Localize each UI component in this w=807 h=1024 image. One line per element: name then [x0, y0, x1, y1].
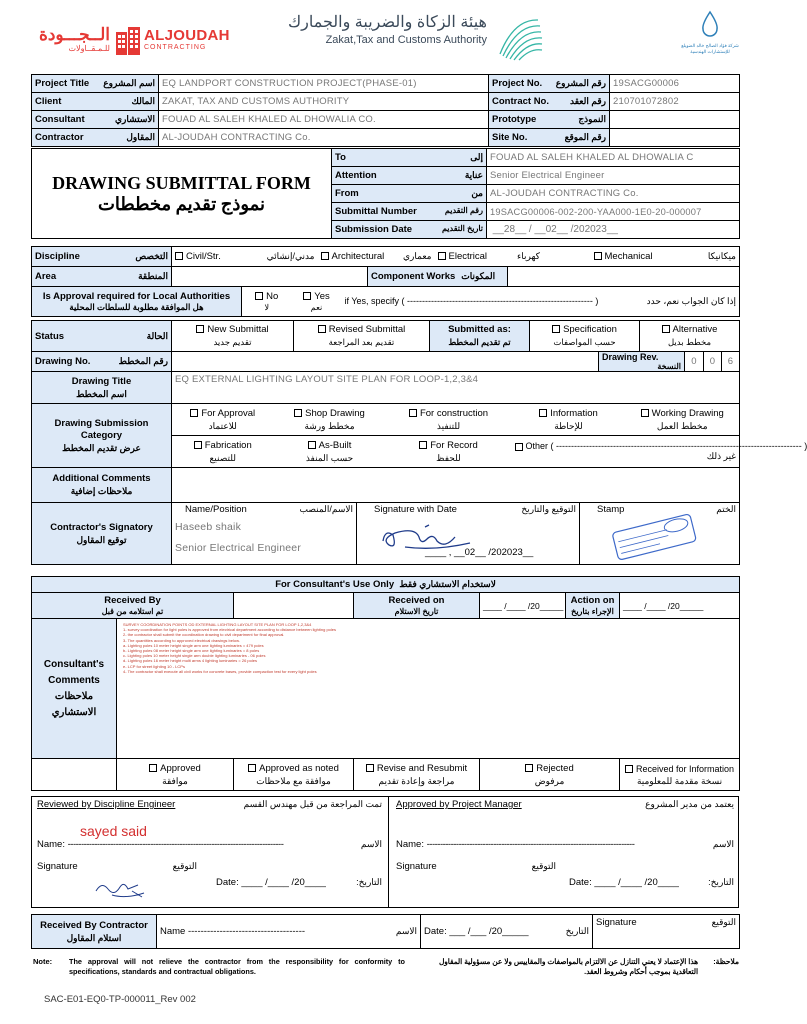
- discipline-label: Discipline التخصص: [32, 247, 172, 267]
- cat-information[interactable]: Information للإحاطة: [512, 404, 626, 436]
- received-on-label: Received on تاريخ الاستلام: [354, 593, 480, 619]
- from-label: From من: [332, 185, 487, 203]
- note-label: Note:: [33, 957, 53, 966]
- form-title-en: DRAWING SUBMITTAL FORM: [52, 172, 311, 193]
- contract-no-value: 210701072802: [610, 93, 740, 111]
- decision-rejected[interactable]: Rejected مرفوض: [480, 759, 620, 791]
- decision-received-info[interactable]: Received for Information نسخة مقدمة للمعلومية: [620, 759, 740, 791]
- authority-en: Zakat,Tax and Customs Authority: [325, 34, 487, 46]
- header: [0, 0, 768, 70]
- drawing-rev-digit: 6: [722, 352, 740, 372]
- cat-asbuilt[interactable]: As-Built حسب المنفذ: [274, 436, 386, 468]
- consultant-comments-value: [117, 619, 740, 759]
- received-contractor-date[interactable]: Date: ___ /___ /20_____ التاريخ: [421, 915, 593, 949]
- received-contractor-signature[interactable]: Signature التوقيع: [593, 915, 740, 949]
- comments-table: [31, 467, 740, 565]
- civil-checkbox[interactable]: [175, 252, 183, 260]
- aljoudah-wordmark: ALJOUDAH: [144, 27, 230, 44]
- alternative-checkbox[interactable]: [662, 325, 670, 333]
- building-icon: [115, 26, 141, 56]
- footer-code: SAC-E01-EQ0-TP-000011_Rev 002: [44, 994, 196, 1005]
- signatory-date: ____ , __02__ /202023__: [425, 547, 534, 558]
- reviewer-name-line: Name: --------------------------------------------------------------------------------- الاسم: [37, 839, 382, 850]
- no-checkbox[interactable]: [255, 292, 263, 300]
- new-submittal-checkbox[interactable]: [196, 325, 204, 333]
- cat-other[interactable]: Other ( ---------------------------------------------------------------------------------- ) غير ذلك: [512, 436, 740, 468]
- cat-working[interactable]: Working Drawing مخطط العمل: [626, 404, 740, 436]
- status-label: Status الحالة: [32, 321, 172, 352]
- received-contractor-table: [31, 914, 740, 949]
- form-title-cell: [32, 149, 332, 239]
- decision-spacer: [32, 759, 117, 791]
- approved-checkbox[interactable]: [149, 764, 157, 772]
- shop-drawing-checkbox[interactable]: [294, 409, 302, 417]
- logo-ar-text: الــجـــودة: [38, 25, 110, 44]
- drawing-rev-label: Drawing Rev. النسخة: [599, 352, 685, 372]
- to-value: FOUAD AL SALEH KHALED AL DHOWALIA C: [487, 149, 740, 167]
- note-text: The approval will not relieve the contractor from the responsibility for conformity to specifications, standards and contractual obligations.: [69, 957, 405, 976]
- submittal-number-value: 19SACG00006-002-200-YAA000-1E0-20-000007: [487, 203, 740, 221]
- note-block: [31, 955, 739, 979]
- approval-no[interactable]: No لا: [242, 287, 292, 317]
- for-record-checkbox[interactable]: [419, 441, 427, 449]
- yes-checkbox[interactable]: [303, 292, 311, 300]
- stamp-header: Stamp الختم: [597, 504, 737, 515]
- comment-line: 1- survey coordination for light poles is approved from electrical department according to distance between lighting poles: [123, 627, 337, 633]
- drawing-title-table: [31, 371, 740, 404]
- pm-name-line: Name: ------------------------------------------------------------------------------ الاسم: [396, 839, 734, 850]
- approved-by-heading: Approved by Project Manager يعتمد من مدير المشروع: [396, 799, 734, 810]
- logo-ar-sub: للـمـقــاولات: [68, 44, 110, 53]
- arch-checkbox[interactable]: [321, 252, 329, 260]
- note-ar-text: هذا الإعتماد لا يعني التنازل عن الالتزام بالمواصفات والمقاييس ولا عن مسؤولية المقاول التعاقدية بموجب أحكام وشروط العقد.: [438, 957, 698, 976]
- submitted-as-label: Submitted as: تم تقديم المخطط: [430, 321, 530, 352]
- working-drawing-checkbox[interactable]: [641, 409, 649, 417]
- decision-approved[interactable]: Approved موافقة: [117, 759, 234, 791]
- drawing-rev-digit: 0: [685, 352, 704, 372]
- aljoudah-arabic-logo: [30, 26, 110, 56]
- category-label: Drawing Submission Category عرض تقديم المخطط: [32, 404, 172, 468]
- comment-line: 3- The quantities according to approved electrical drawings below.: [123, 637, 240, 643]
- review-approval-block: [31, 796, 739, 908]
- cat-record[interactable]: For Record للحفظ: [386, 436, 512, 468]
- from-value: AL-JOUDAH CONTRACTING Co.: [487, 185, 740, 203]
- pm-signature-label: Signature التوقيع: [396, 861, 556, 872]
- received-info-checkbox[interactable]: [625, 765, 633, 773]
- consultant-value: FOUAD AL SALEH KHALED AL DHOWALIA CO.: [159, 111, 489, 129]
- project-no-label: Project No. رقم المشروع: [489, 75, 610, 93]
- consultant-label: Consultant الاستشاري: [32, 111, 159, 129]
- reviewer-date: Date: ____ /____ /20____ التاريخ:: [216, 877, 382, 888]
- note-ar-label: ملاحظة:: [713, 957, 739, 966]
- contract-no-label: Contract No. رقم العقد: [489, 93, 610, 111]
- authority-block: [282, 13, 487, 47]
- reviewer-name: sayed said: [80, 823, 147, 839]
- contractor-label: Contractor المقاول: [32, 129, 159, 147]
- additional-comments-value[interactable]: [172, 468, 740, 503]
- action-on-label: Action on الإجراء بتاريخ: [566, 593, 620, 619]
- revise-resubmit-checkbox[interactable]: [366, 764, 374, 772]
- reviewer-signature-label: Signature التوقيع: [37, 861, 197, 872]
- consultant-heading: For Consultant's Use Only لاستخدام الاستشاري فقط: [32, 577, 740, 593]
- status-new[interactable]: New Submittal تقديم جديد: [172, 321, 294, 352]
- authority-ar: هيئة الزكاة والضريبة والجمارك: [287, 14, 487, 31]
- comment-line: c- Lighting poles 10 meter height single arm double lighting luminaries - 06 poles: [123, 653, 266, 659]
- signature-date-header: Signature with Date التوقيع والتاريخ: [374, 504, 576, 515]
- component-works-label: Component Works المكونات: [368, 267, 508, 287]
- drawing-title-label: Drawing Title اسم المخطط: [32, 372, 172, 404]
- for-approval-checkbox[interactable]: [190, 409, 198, 417]
- received-on-value[interactable]: ____ /____ /20_____: [480, 593, 566, 619]
- prototype-label: Prototype النموذج: [489, 111, 610, 129]
- other-checkbox[interactable]: [515, 443, 523, 451]
- comment-line: SURVEY COORDINATION POINTS OD EXTERNAL LIGHTING LAYOUT SITE PLAN FOR LOOP 1,2,3&4: [123, 622, 312, 627]
- project-title-value: EQ LANDPORT CONSTRUCTION PROJECT(PHASE-01): [159, 75, 489, 93]
- mech-checkbox[interactable]: [594, 252, 602, 260]
- status-alt[interactable]: Alternative مخطط بديل: [640, 321, 740, 352]
- status-revised[interactable]: Revised Submittal تقديم بعد المراجعة: [294, 321, 430, 352]
- consultant-logo: [680, 10, 740, 65]
- to-label: To إلى: [332, 149, 487, 167]
- company-stamp-icon: [608, 511, 700, 561]
- cat-shop[interactable]: Shop Drawing مخطط ورشة: [274, 404, 386, 436]
- comment-line: b- Lighting poles 08 meter height single arm one lighting luminaries = 8 poles: [123, 648, 260, 654]
- discipline-civil[interactable]: Civil/Str. مدني/إنشائي: [172, 247, 318, 267]
- decision-revise[interactable]: Revise and Resubmit مراجعة وإعادة تقديم: [354, 759, 480, 791]
- attention-value: Senior Electrical Engineer: [487, 167, 740, 185]
- additional-comments-label: Additional Comments ملاحظات إضافية: [32, 468, 172, 503]
- submittal-table: [31, 148, 740, 239]
- signatory-name: Haseeb shaik: [175, 521, 242, 533]
- area-table: [31, 266, 740, 287]
- project-title-label: Project Title اسم المشروع: [32, 75, 159, 93]
- as-built-checkbox[interactable]: [308, 441, 316, 449]
- aljoudah-sub: CONTRACTING: [144, 44, 207, 51]
- fabrication-checkbox[interactable]: [194, 441, 202, 449]
- revised-submittal-checkbox[interactable]: [318, 325, 326, 333]
- rejected-checkbox[interactable]: [525, 764, 533, 772]
- site-no-value[interactable]: [610, 129, 740, 147]
- specification-checkbox[interactable]: [552, 325, 560, 333]
- cat-approval[interactable]: For Approval للاعتماد: [172, 404, 274, 436]
- reviewer-signature-icon: [92, 877, 152, 901]
- submission-date-label: Submission Date تاريخ التقديم: [332, 221, 487, 239]
- approval-yes[interactable]: Yes نعم: [292, 287, 342, 317]
- discipline-table: [31, 246, 740, 267]
- for-construction-checkbox[interactable]: [409, 409, 417, 417]
- comment-line: d- Lighting poles 16 meter height multi arms 4 lighting luminaries = 26 poles: [123, 658, 257, 664]
- attention-label: Attention عناية: [332, 167, 487, 185]
- submittal-number-label: Submittal Number رقم التقديم: [332, 203, 487, 221]
- elec-checkbox[interactable]: [438, 252, 446, 260]
- comment-line: 2- the contractor shall submit the coordination drawing to civil department for final approval.: [123, 632, 285, 638]
- status-table: [31, 320, 740, 352]
- drawing-title-value: EQ EXTERNAL LIGHTING LAYOUT SITE PLAN FOR LOOP-1,2,3&4: [172, 372, 740, 404]
- project-info-table: [31, 74, 740, 147]
- consultant-table: [31, 576, 740, 791]
- received-by-value[interactable]: [234, 593, 354, 619]
- water-drop-icon: [700, 10, 720, 38]
- signature-date-cell: [357, 503, 580, 565]
- cat-construction[interactable]: For construction للتنفيذ: [386, 404, 512, 436]
- area-label: Area المنطقة: [32, 267, 172, 287]
- received-by-label: Received By تم استلامه من قبل: [32, 593, 234, 619]
- received-contractor-label: Received By Contractor استلام المقاول: [32, 915, 157, 949]
- signatory-position: Senior Electrical Engineer: [175, 542, 302, 554]
- review-divider: [388, 797, 389, 907]
- submission-date-value: __28__ / __02__ /202023__: [487, 221, 740, 239]
- received-contractor-name[interactable]: Name ------------------------------------- الاسم: [157, 915, 421, 949]
- pm-date: Date: ____ /____ /20____ التاريخ:: [569, 877, 734, 888]
- contractor-value: AL-JOUDAH CONTRACTING Co.: [159, 129, 489, 147]
- action-on-value[interactable]: ____ /____ /20_____: [620, 593, 740, 619]
- comment-line: 4- The contractor shall execute all civil works for concrete bases, provide compaction test for every light poles: [123, 668, 317, 674]
- status-spec[interactable]: Specification حسب المواصفات: [530, 321, 640, 352]
- project-no-value: 19SACG00006: [610, 75, 740, 93]
- consultant-logo-text: شركة فؤاد الصالح خالد الضويلع للإستشارات الهندسية: [681, 43, 739, 54]
- stamp-cell: [580, 503, 740, 565]
- drawing-no-table: [31, 351, 740, 372]
- signatory-name-cell: [172, 503, 357, 565]
- drawing-no-value[interactable]: [172, 352, 599, 372]
- comment-line: e- LCP for street lighting 10 - LCPs: [123, 663, 185, 669]
- zatca-emblem-icon: [494, 14, 544, 62]
- client-label: Client المالك: [32, 93, 159, 111]
- approval-label: Is Approval required for Local Authorities هل الموافقة مطلوبة للسلطات المحلية: [32, 287, 242, 317]
- information-checkbox[interactable]: [539, 409, 547, 417]
- aljoudah-logo: [144, 28, 230, 51]
- cat-fabrication[interactable]: Fabrication للتصنيع: [172, 436, 274, 468]
- site-no-label: Site No. رقم الموقع: [489, 129, 610, 147]
- approved-noted-checkbox[interactable]: [248, 764, 256, 772]
- discipline-elec[interactable]: Electrical كهرباء: [435, 247, 591, 267]
- comment-line: a- Lighting poles 10 meter height single arm one lighting luminaries = 479 poles: [123, 642, 264, 648]
- drawing-no-label: Drawing No. رقم المخطط: [32, 352, 172, 372]
- form-title-ar: نموذج تقديم مخططات: [97, 193, 266, 214]
- contractor-signatory-label: Contractor's Signatory توقيع المقاول: [32, 503, 172, 565]
- consultant-comments-label: Consultant's Comments ملاحظات الاستشاري: [32, 619, 117, 759]
- area-value[interactable]: [172, 267, 368, 287]
- prototype-value[interactable]: [610, 111, 740, 129]
- client-value: ZAKAT, TAX AND CUSTOMS AUTHORITY: [159, 93, 489, 111]
- decision-approved-noted[interactable]: Approved as noted موافقة مع ملاحظات: [234, 759, 354, 791]
- component-works-value[interactable]: [508, 267, 740, 287]
- approval-specify[interactable]: if Yes, specify ( -------------------------------------------------------------- ) إذا كان الجواب نعم، حدد: [342, 287, 740, 317]
- name-position-header: Name/Position الاسم/المنصب: [185, 504, 353, 515]
- drawing-rev-digit: 0: [704, 352, 722, 372]
- reviewed-by-heading: Reviewed by Discipline Engineer تمت المراجعة من قبل مهندس القسم: [37, 799, 382, 810]
- approval-table: [31, 286, 740, 317]
- discipline-mech[interactable]: Mechanical ميكانيكا: [591, 247, 740, 267]
- category-table: [31, 403, 807, 468]
- discipline-arch[interactable]: Architectural معماري: [318, 247, 435, 267]
